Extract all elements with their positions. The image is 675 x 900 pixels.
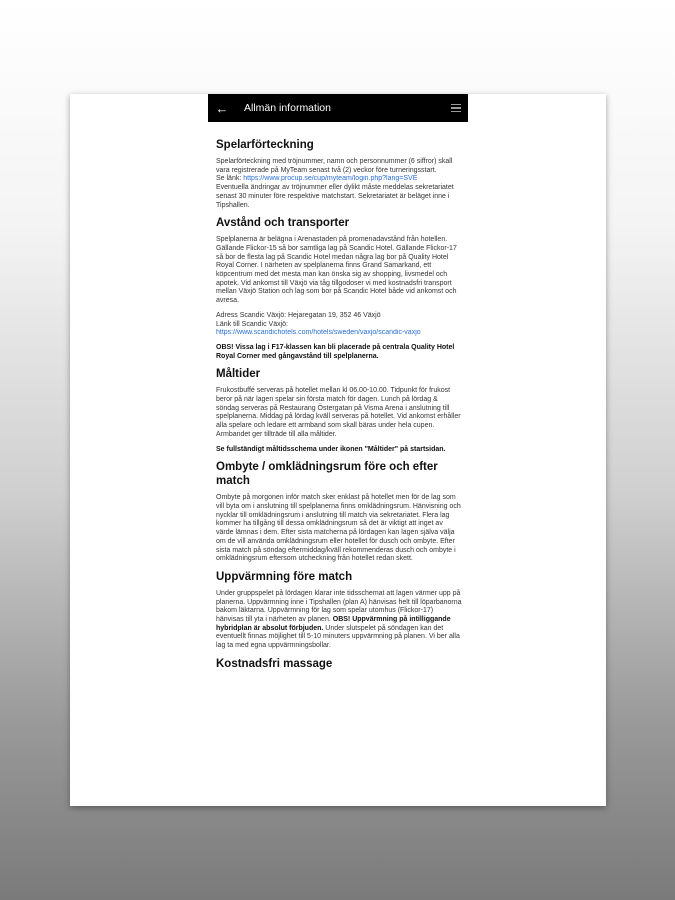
address-block bbox=[216, 312, 462, 338]
paragraph: Under slutspelet på söndagen kan det eventuellt finnas möjlighet till 5-10 minuters uppvärmning på planen. Vi ber alla lag ta med egna uppvärmningsbollar. bbox=[216, 624, 460, 650]
section-ombyte bbox=[216, 460, 462, 564]
section-title: Avstånd och transporter bbox=[216, 217, 350, 230]
bold-warning: OBS! Uppvärmning på intilliggande hybridplan är absolut förbjuden. bbox=[216, 616, 451, 632]
link-label: Länk till Scandic Växjö: bbox=[216, 320, 288, 328]
myteam-link[interactable]: https://www.procup.se/cup/myteam/login.php?lang=SVE bbox=[243, 175, 418, 183]
page-title: Allmän information bbox=[244, 102, 331, 114]
paragraph: Ombyte på morgonen inför match sker enklast på hotellet men för de lag som vill byta om i anslutning till spelplanerna finns omklädningsrum. Hänvisning och nycklar till omklädningsrum i anslutning till match via sekretariatet. Flera lag kommer ha tillgång till dessa omklädningsrum så det är viktigt att inget av värde lämnas i dem. Efter sista matcherna på lördagen kan lagen själva välja om de vill använda omklädningsrum eller hotellet för dusch och ombyte. Efter sista match på söndag eftermiddag/kväll rekommenderas dusch och ombyte i omklädningsrum eftersom utcheckning från hotellet redan skett. bbox=[216, 494, 461, 563]
section-title: Ombyte / omklädningsrum före och efter match bbox=[216, 461, 438, 488]
section-title: Uppvärmning före match bbox=[216, 570, 353, 583]
section-title: Kostnadsfri massage bbox=[216, 657, 333, 670]
document-page bbox=[70, 94, 606, 806]
paragraph: Eventuella ändringar av tröjnummer eller dylikt måste meddelas sekretariatet senast 30 minuter före respektive matchstart. Sekretariatet är beläget inne i Tipshallen. bbox=[216, 184, 454, 209]
link-label: Se länk: bbox=[216, 175, 244, 183]
paragraph: Under gruppspelet på lördagen klarar inte tidsschemat att lagen värmer upp på planerna. Uppvärmning inne i Tipshallen (plan A) hänvisas helt till löparbanorna bakom läktarna. Uppvärmning för lag som spelar utomhus (Flickor-17) hänvisas till yta i närheten av planen. bbox=[216, 589, 462, 624]
address-text: Adress Scandic Växjö: Hejaregatan 19, 352 46 Växjö bbox=[216, 311, 381, 319]
scandic-link[interactable]: https://www.scandichotels.com/hotels/sweden/vaxjo/scandic-vaxjo bbox=[216, 329, 421, 337]
note-text: Se fullständigt måltidsschema under ikonen "Måltider" på startsidan. bbox=[216, 445, 446, 453]
app-bar bbox=[208, 94, 468, 122]
section-title: Måltider bbox=[216, 368, 261, 381]
section-spelarforteckning bbox=[216, 138, 462, 210]
article-content bbox=[216, 138, 462, 677]
section-uppvarmning bbox=[216, 570, 462, 651]
menu-icon[interactable] bbox=[444, 104, 468, 113]
paragraph: Spelarförteckning med tröjnummer, namn och personnummer (6 siffror) skall vara registrerade på MyTeam senast två (2) veckor före turneringsstart. bbox=[216, 158, 453, 174]
note-text: OBS! Vissa lag i F17-klassen kan bli placerade på centrala Quality Hotel Royal Corner med gångavstånd till spelplanerna. bbox=[216, 343, 455, 360]
section-avstand bbox=[216, 216, 462, 361]
section-maltider bbox=[216, 367, 462, 454]
paragraph: Spelplanerna är belägna i Arenastaden på promenadavstånd från hotellen. Gällande Flickor-15 så bor samtliga lag på Scandic Hotel. Gällande Flickor-17 så bor de flesta lag på Scandic Hotel medan några lag bor på Quality Hotel Royal Corner. I närheten av spelplanerna finns Grand Samarkand, ett köpcentrum med det mesta man kan önska sig av shopping, livsmedel och apotek. Vid ankomst till Växjö via tåg tillgodoser vi med kostnadsfri transport mellan Växjö Station och lag som bor på Scandic Hotel både vid ankomst och avresa. bbox=[216, 236, 457, 305]
section-massage bbox=[216, 657, 462, 671]
section-title: Spelarförteckning bbox=[216, 139, 314, 151]
arrow-left-icon[interactable]: ← bbox=[215, 100, 229, 116]
paragraph: Frukostbuffé serveras på hotellet mellan kl 06.00-10.00. Tidpunkt för frukost beror på när lagen spelar sin första match för dagen. Lunch på lördag & söndag serveras på Restaurang Östergatan på Visma Arena i anslutning till spelplanerna. Middag på lördag kväll serveras på hotellet. Vid ankomst erhåller alla spelare och ledare ett armband som skall bäras under hela cupen. Armbandet ger tillträde till alla måltider. bbox=[216, 387, 461, 438]
section-text bbox=[216, 590, 462, 651]
section-text bbox=[216, 158, 462, 210]
